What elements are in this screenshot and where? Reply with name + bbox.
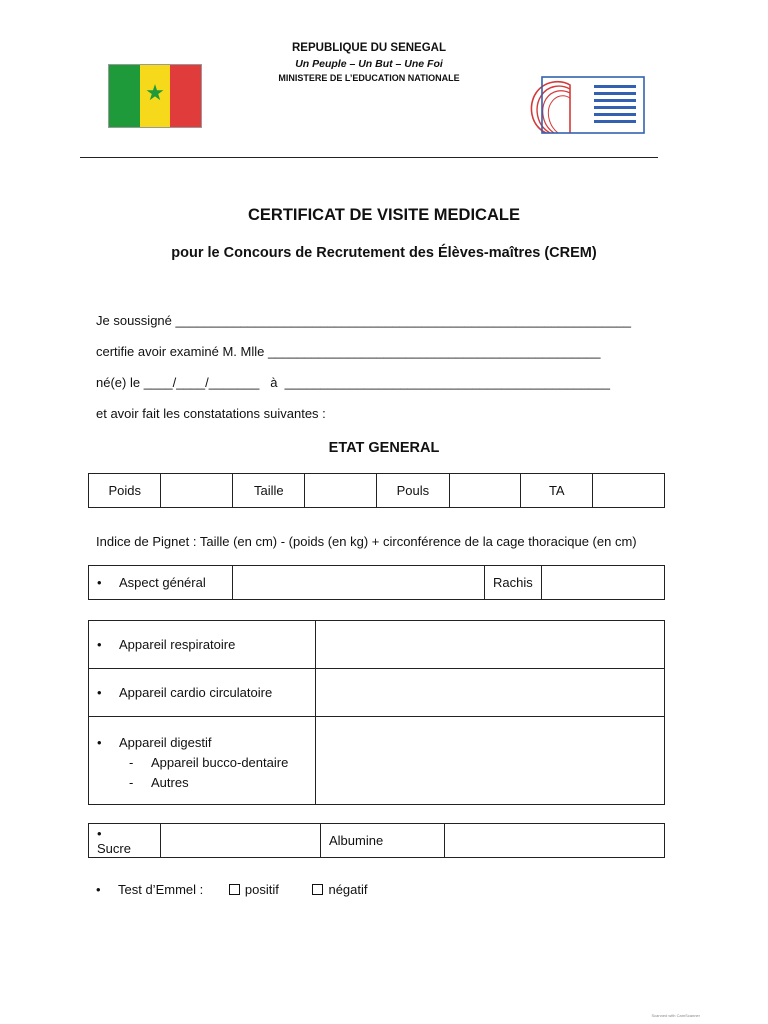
line-certifie[interactable]: certifie avoir examiné M. Mlle ______________________________________________ <box>96 344 601 359</box>
emmel-label: Test d’Emmel : <box>118 882 204 897</box>
document-title: CERTIFICAT DE VISITE MEDICALE <box>248 206 520 224</box>
bucco-label: Appareil bucco-dentaire <box>151 755 289 770</box>
poids-label: Poids <box>89 474 161 508</box>
measures-table <box>88 473 665 508</box>
respiratoire-cell: • Appareil respiratoire <box>89 621 316 669</box>
negatif-checkbox[interactable] <box>312 884 323 895</box>
line-soussigne[interactable]: Je soussigné _______________________________________________________________ <box>96 313 631 328</box>
albumine-value[interactable] <box>445 824 665 858</box>
taille-value[interactable] <box>305 474 377 508</box>
header-divider <box>80 157 658 158</box>
header-republic: REPUBLIQUE DU SENEGAL <box>292 42 446 54</box>
section-etat-general: ETAT GENERAL <box>328 440 440 456</box>
respiratoire-value[interactable] <box>316 621 665 669</box>
sucre-cell: •Sucre <box>89 824 161 858</box>
pouls-value[interactable] <box>449 474 521 508</box>
senegal-flag-icon <box>108 64 202 128</box>
digestif-cell: • Appareil digestif - Appareil bucco-dentaire - Autres <box>89 717 316 805</box>
positif-checkbox[interactable] <box>229 884 240 895</box>
digestif-label: Appareil digestif <box>119 735 212 750</box>
positif-label: positif <box>244 882 279 897</box>
line-naissance[interactable]: né(e) le ____/____/_______ à _____________________________________________ <box>96 375 611 390</box>
albumine-label: Albumine <box>321 824 445 858</box>
sucre-label: Sucre <box>97 840 131 856</box>
line-constatations: et avoir fait les constatations suivantes : <box>96 406 326 421</box>
ministry-logo-icon <box>524 75 648 137</box>
taille-label: Taille <box>233 474 305 508</box>
pouls-label: Pouls <box>377 474 449 508</box>
respiratoire-label: Appareil respiratoire <box>119 637 236 652</box>
urine-table <box>88 823 665 858</box>
pignet-formula: Indice de Pignet : Taille (en cm) - (poids (en kg) + circonférence de la cage thoracique (en cm) <box>96 534 637 549</box>
ta-value[interactable] <box>593 474 665 508</box>
aspect-table <box>88 565 665 600</box>
aspect-label: Aspect général <box>119 575 206 590</box>
cardio-label: Appareil cardio circulatoire <box>119 685 273 700</box>
emmel-row: • Test d’Emmel : positif négatif <box>96 882 368 897</box>
scanner-watermark: Scanned with CamScanner <box>651 1013 700 1018</box>
digestif-value[interactable] <box>316 717 665 805</box>
star-icon: ★ <box>145 80 165 105</box>
sucre-value[interactable] <box>161 824 321 858</box>
cardio-value[interactable] <box>316 669 665 717</box>
aspect-value[interactable] <box>233 566 485 600</box>
appareils-table <box>88 620 665 805</box>
aspect-label-cell: • Aspect général <box>89 566 233 600</box>
autres-label: Autres <box>151 775 189 790</box>
ta-label: TA <box>521 474 593 508</box>
negatif-label: négatif <box>328 882 368 897</box>
rachis-label: Rachis <box>485 566 542 600</box>
rachis-value[interactable] <box>542 566 665 600</box>
header-ministry: MINISTERE DE L’EDUCATION NATIONALE <box>278 73 460 83</box>
header-motto: Un Peuple – Un But – Une Foi <box>295 58 443 70</box>
cardio-cell: • Appareil cardio circulatoire <box>89 669 316 717</box>
poids-value[interactable] <box>161 474 233 508</box>
document-subtitle: pour le Concours de Recrutement des Élèves-maîtres (CREM) <box>171 245 597 261</box>
